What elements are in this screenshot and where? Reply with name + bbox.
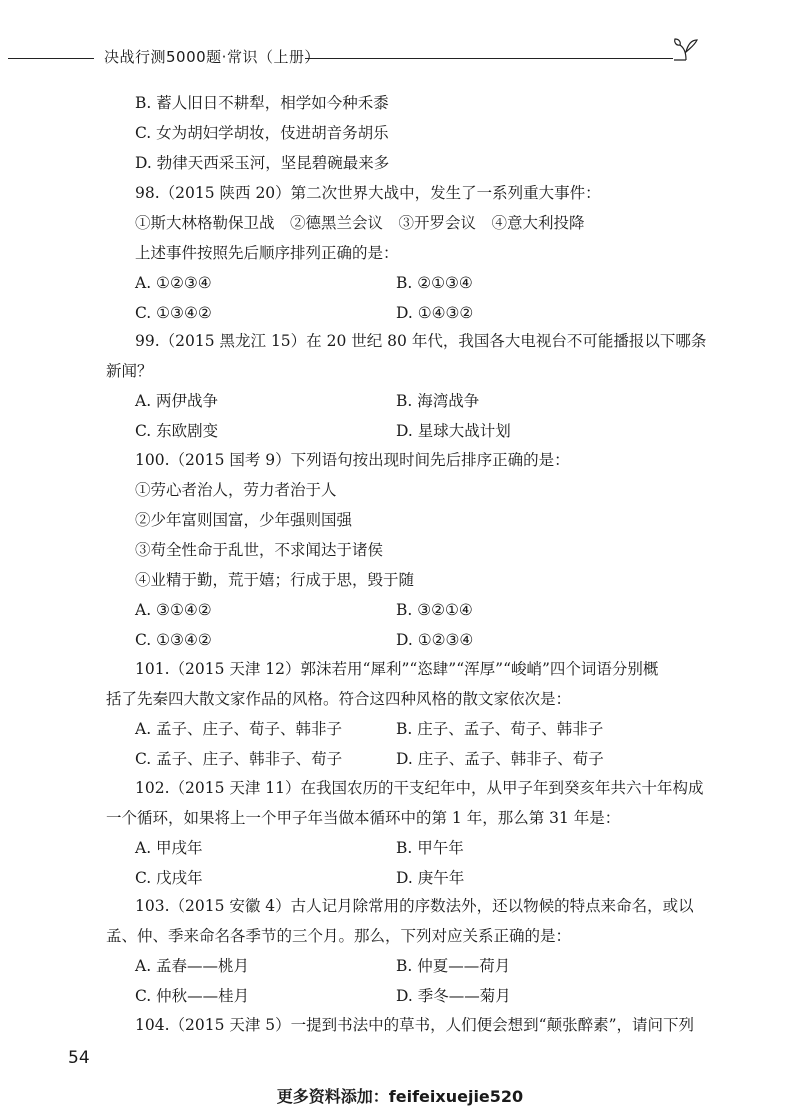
text-line: 103.（2015 安徽 4）古人记月除常用的序数法外，还以物候的特点来命名，或以: [135, 897, 694, 915]
sprout-icon: [672, 36, 700, 62]
text-line: 新闻？: [106, 362, 153, 380]
answer-option: C. 东欧剧变: [135, 422, 219, 440]
answer-option: D. 星球大战计划: [396, 422, 511, 440]
answer-option: B. ③②①④: [396, 601, 473, 619]
page-number: 54: [68, 1048, 90, 1068]
footer-note: 更多资料添加：feifeixuejie520: [276, 1087, 524, 1106]
text-line: 上述事件按照先后顺序排列正确的是：: [135, 244, 399, 262]
answer-option: C. ①③④②: [135, 631, 212, 649]
answer-option: B. 庄子、孟子、荀子、韩非子: [396, 720, 604, 738]
answer-option: C. ①③④②: [135, 304, 212, 322]
text-line: ④业精于勤，荒于嬉；行成于思，毁于随: [135, 571, 415, 589]
text-line: 98.（2015 陕西 20）第二次世界大战中，发生了一系列重大事件：: [135, 184, 601, 202]
answer-option: A. 孟子、庄子、荀子、韩非子: [135, 720, 343, 738]
text-line: B. 蓄人旧日不耕犁，相学如今种禾黍: [135, 94, 389, 112]
text-line: D. 勃律天西采玉河，坚昆碧碗最来多: [135, 154, 390, 172]
answer-option: B. 甲午年: [396, 839, 464, 857]
text-line: 104.（2015 天津 5）一提到书法中的草书，人们便会想到“颠张醉素”，请问下列: [135, 1016, 695, 1034]
text-line: 括了先秦四大散文家作品的风格。符合这四种风格的散文家依次是：: [106, 690, 572, 708]
answer-option: D. 季冬——菊月: [396, 987, 511, 1005]
text-line: 102.（2015 天津 11）在我国农历的干支纪年中，从甲子年到癸亥年共六十年构成: [135, 779, 704, 797]
answer-option: A. ③①④②: [135, 601, 212, 619]
answer-option: C. 仲秋——桂月: [135, 987, 250, 1005]
answer-option: A. ①②③④: [135, 274, 212, 292]
text-line: ①劳心者治人，劳力者治于人: [135, 481, 337, 499]
running-header: [0, 44, 800, 68]
answer-option: D. ①④③②: [396, 304, 474, 322]
answer-option: D. 庚午年: [396, 869, 465, 887]
header-title: 决战行测5000题·常识（上册）: [104, 48, 320, 66]
text-line: ③苟全性命于乱世，不求闻达于诸侯: [135, 541, 384, 559]
header-rule-right: [305, 58, 673, 59]
text-line: ②少年富则国富，少年强则国强: [135, 511, 353, 529]
text-line: C. 女为胡妇学胡妆，伎进胡音务胡乐: [135, 124, 389, 142]
answer-option: A. 甲戌年: [135, 839, 203, 857]
answer-option: A. 两伊战争: [135, 392, 219, 410]
text-line: 100.（2015 国考 9）下列语句按出现时间先后排序正确的是：: [135, 451, 570, 469]
text-line: 孟、仲、季来命名各季节的三个月。那么，下列对应关系正确的是：: [106, 927, 572, 945]
header-rule-left: [8, 58, 94, 59]
answer-option: D. 庄子、孟子、韩非子、荀子: [396, 750, 604, 768]
text-line: 一个循环，如果将上一个甲子年当做本循环中的第 1 年，那么第 31 年是：: [106, 809, 621, 827]
text-line: 99.（2015 黑龙江 15）在 20 世纪 80 年代，我国各大电视台不可能播报以下哪条: [135, 332, 707, 350]
answer-option: B. 仲夏——荷月: [396, 957, 511, 975]
answer-option: B. 海湾战争: [396, 392, 480, 410]
answer-option: C. 戊戌年: [135, 869, 203, 887]
answer-option: A. 孟春——桃月: [135, 957, 250, 975]
answer-option: D. ①②③④: [396, 631, 474, 649]
answer-option: B. ②①③④: [396, 274, 473, 292]
text-line: ①斯大林格勒保卫战 ②德黑兰会议 ③开罗会议 ④意大利投降: [135, 214, 585, 232]
text-line: 101.（2015 天津 12）郭沫若用“犀利”“恣肆”“浑厚”“峻峭”四个词语分别概: [135, 660, 659, 678]
answer-option: C. 孟子、庄子、韩非子、荀子: [135, 750, 343, 768]
